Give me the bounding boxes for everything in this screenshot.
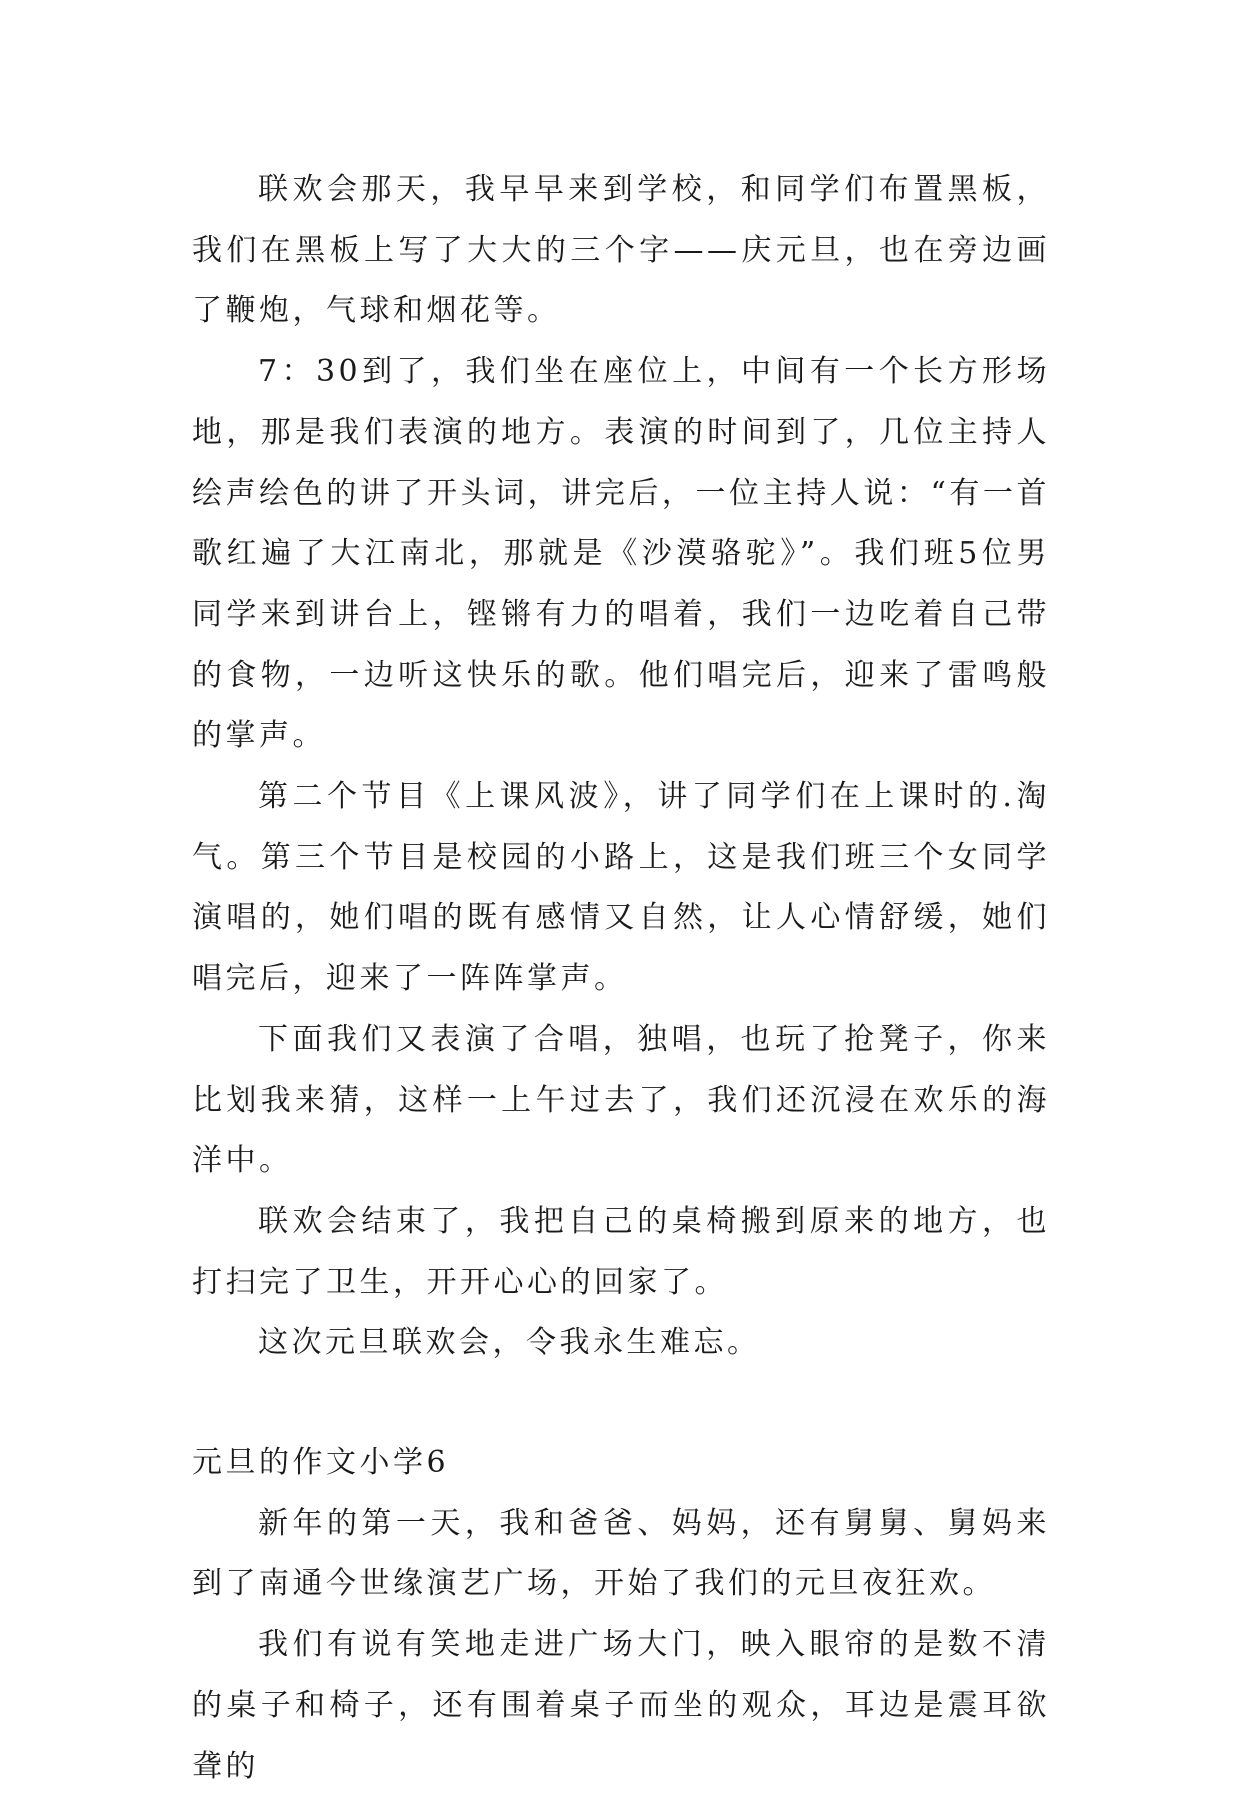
section-heading: 元旦的作文小学6 bbox=[192, 1445, 450, 1481]
paragraph: 新年的第一天，我和爸爸、妈妈，还有舅舅、舅妈来到了南通今世缘演艺广场，开始了我们的元旦夜狂欢。 bbox=[192, 1505, 1050, 1602]
paragraph: 这次元旦联欢会，令我永生难忘。 bbox=[258, 1325, 761, 1361]
paragraph: 我们有说有笑地走进广场大门，映入眼帘的是数不清的桌子和椅子，还有围着桌子而坐的观众，耳边是震耳欲聋的 bbox=[192, 1627, 1050, 1784]
document-body bbox=[192, 160, 1050, 1797]
paragraph: 7：30到了，我们坐在座位上，中间有一个长方形场地，那是我们表演的地方。表演的时间到了，几位主持人绘声绘色的讲了开头词，讲完后，一位主持人说：“有一首歌红遍了大江南北，那就是《沙漠骆驼》”。我们班5位男同学来到讲台上，铿锵有力的唱着，我们一边吃着自己带的食物，一边听这快乐的歌。他们唱完后，迎来了雷鸣般的掌声。 bbox=[192, 354, 1050, 754]
paragraph: 联欢会结束了，我把自己的桌椅搬到原来的地方，也打扫完了卫生，开开心心的回家了。 bbox=[192, 1203, 1050, 1300]
paragraph: 下面我们又表演了合唱，独唱，也玩了抢凳子，你来比划我来猜，这样一上午过去了，我们还沉浸在欢乐的海洋中。 bbox=[192, 1021, 1050, 1179]
section-spacer bbox=[192, 1374, 1050, 1433]
paragraph: 联欢会那天，我早早来到学校，和同学们布置黑板，我们在黑板上写了大大的三个字——庆元旦，也在旁边画了鞭炮，气球和烟花等。 bbox=[192, 172, 1050, 329]
paragraph: 第二个节目《上课风波》，讲了同学们在上课时的.淘气。第三个节目是校园的小路上，这是我们班三个女同学演唱的，她们唱的既有感情又自然，让人心情舒缓，她们唱完后，迎来了一阵阵掌声。 bbox=[192, 779, 1050, 997]
